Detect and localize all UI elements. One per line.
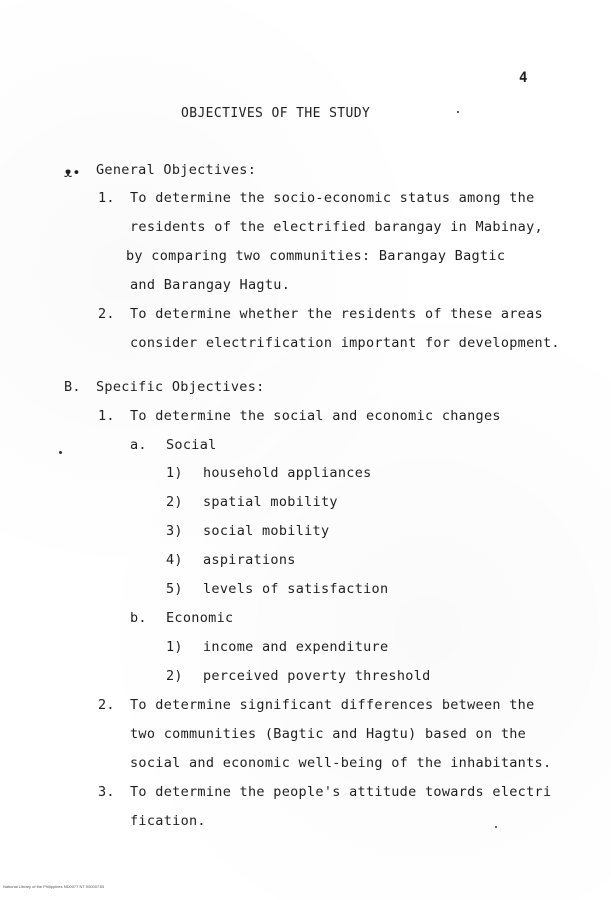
- specific-item-3-number: 3.: [98, 784, 115, 800]
- specific-objectives-heading: Specific Objectives:: [96, 379, 265, 395]
- general-item-2-number: 2.: [98, 306, 115, 322]
- general-item-1-number: 1.: [98, 190, 115, 206]
- specific-item-2-number: 2.: [98, 697, 115, 713]
- scan-speck: [59, 451, 62, 454]
- social-item-3-text: social mobility: [203, 523, 330, 539]
- social-item-2-number: 2): [166, 494, 183, 510]
- economic-item-1-number: 1): [166, 639, 183, 655]
- general-item-1-line-3: by comparing two communities: Barangay Bagtic: [126, 248, 506, 264]
- specific-item-2-line-2: two communities (Bagtic and Hagtu) based on the: [130, 726, 527, 742]
- page-number: 4: [519, 70, 528, 86]
- economic-item-2-number: 2): [166, 668, 183, 684]
- specific-item-1-number: 1.: [98, 408, 115, 424]
- social-item-2-text: spatial mobility: [203, 494, 338, 510]
- specific-section-marker: B.: [64, 379, 81, 395]
- social-item-1-number: 1): [166, 465, 183, 481]
- social-item-1-text: household appliances: [203, 465, 372, 481]
- specific-item-3-line-2: fication.: [130, 813, 206, 829]
- general-item-1-line-2: residents of the electrified barangay in Mabinay,: [130, 219, 543, 235]
- social-heading: Social: [166, 437, 217, 453]
- economic-item-1-text: income and expenditure: [203, 639, 389, 655]
- specific-item-2-line-3: social and economic well-being of the inhabitants.: [130, 755, 552, 771]
- specific-item-3-line-1: To determine the people's attitude towards electri: [130, 784, 552, 800]
- economic-heading: Economic: [166, 610, 234, 626]
- general-item-1-line-4: and Barangay Hagtu.: [130, 277, 291, 293]
- social-label: a.: [130, 437, 147, 453]
- social-item-5-number: 5): [166, 581, 183, 597]
- specific-item-2-line-1: To determine significant differences between the: [130, 697, 535, 713]
- scan-speck: [495, 826, 497, 828]
- archive-footer: National Library of the Philippines ND0077 NT 0000071B: [3, 884, 105, 889]
- social-item-5-text: levels of satisfaction: [203, 581, 389, 597]
- page-title: OBJECTIVES OF THE STUDY: [181, 106, 371, 121]
- general-item-2-line-2: consider electrification important for development.: [130, 335, 560, 351]
- general-section-marker: ᴥ•: [64, 165, 81, 181]
- economic-label: b.: [130, 610, 147, 626]
- scan-speck: [457, 111, 459, 113]
- social-item-4-text: aspirations: [203, 552, 296, 568]
- general-item-2-line-1: To determine whether the residents of these areas: [130, 306, 543, 322]
- economic-item-2-text: perceived poverty threshold: [203, 668, 431, 684]
- social-item-4-number: 4): [166, 552, 183, 568]
- social-item-3-number: 3): [166, 523, 183, 539]
- general-item-1-line-1: To determine the socio-economic status among the: [130, 190, 535, 206]
- general-objectives-heading: General Objectives:: [96, 162, 257, 178]
- specific-item-1-text: To determine the social and economic changes: [130, 408, 501, 424]
